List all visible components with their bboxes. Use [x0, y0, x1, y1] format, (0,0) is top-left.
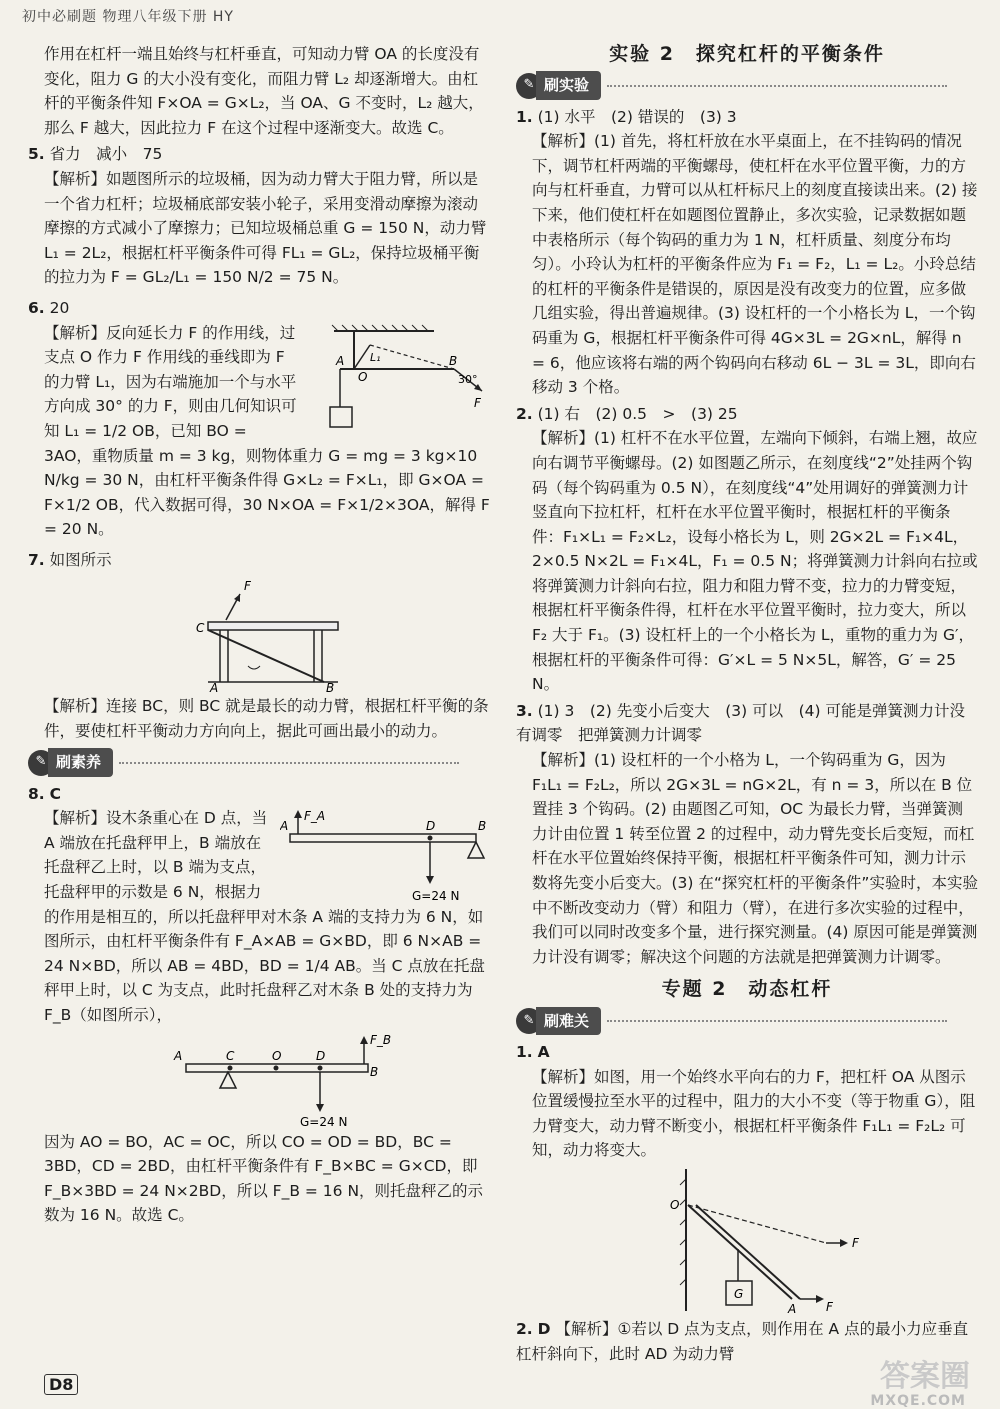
section-title-experiment: 实验 2 探究杠杆的平衡条件: [609, 43, 885, 65]
r-question-3: [516, 699, 978, 748]
page-number: D8: [44, 1374, 78, 1395]
q7-number: 7.: [28, 550, 45, 569]
r1-explanation: 【解析】(1) 首先，将杠杆放在水平桌面上，在不挂钩码的情况下，调节杠杆两端的平衡螺母，使杠杆在水平位置平衡，力的方向与杠杆垂直，力臂可以从杠杆标尺上的刻度直接读出来。(2) 接下来，他们使杠杆在如题图位置静止，多次实验，记录数据如题中表格所示（每个钩码的重力为 1 N，杠杆质量、刻度分布均匀）。小玲认为杠杆的平衡条件应为 F₁ = F₂，L₁ = L₂。小玲总结的杠杆的平衡条件是错误的，原因是没有改变力的位置，应多做几组实验，得出普遍规律。(3) 设杠杆的一个小格长为 L，一个钩码重为 G，根据杠杆平衡条件可得 4G×3L = 2G×nL，解得 n = 6，他应该将右端的两个钩码向右移动 6L − 3L = 3L，即向右移动 3 个格。: [532, 132, 978, 397]
q8-explanation-b: 因为 AO = BO，AC = OC，所以 CO = OD = BD，BC = 3BD，CD = 2BD，由杠杆平衡条件有 F_B×BC = G×CD，即 F_B×3BD = 24 N×2BD，所以 F_B = 16 N，则托盘秤乙的示数为 16 N。故选 C。: [44, 1132, 484, 1225]
f7-label-f: F: [244, 579, 251, 594]
fs1-label-a: A: [788, 1301, 797, 1315]
badge-divider: [607, 85, 947, 87]
section-badge-shiyan: [516, 73, 947, 99]
figure-q6: [304, 321, 490, 441]
f8a-label-g: G=24 N: [412, 889, 460, 904]
book-icon: ✎: [516, 1008, 542, 1034]
f8a-label-b: B: [478, 819, 487, 834]
question-5: [28, 142, 490, 167]
f8b-label-o: O: [272, 1048, 282, 1063]
s1-number: 1.: [516, 1042, 533, 1061]
f8a-label-d: D: [426, 819, 436, 834]
f8b-label-d: D: [316, 1048, 326, 1063]
f8b-label-a: A: [174, 1048, 183, 1063]
fs1-label-g: G: [734, 1286, 744, 1301]
f8b-label-b: B: [370, 1064, 379, 1079]
figure-q7: [28, 574, 468, 692]
badge-divider: [607, 1020, 947, 1022]
fs1-label-o: O: [670, 1197, 680, 1212]
r3-answer: (1) 3 (2) 先变小后变大 (3) 可以 (4) 可能是弹簧测力计没有调零 把弹簧测力计调零: [516, 701, 966, 745]
f7-label-a: A: [210, 681, 219, 693]
s2-number: 2.: [516, 1319, 533, 1338]
question-8: [28, 782, 490, 807]
r1-answer: (1) 水平 (2) 错误的 (3) 3: [537, 107, 737, 126]
f8b-label-g: G=24 N: [300, 1114, 348, 1128]
q6-answer: 20: [49, 298, 70, 317]
q5-explanation: 【解析】如题图所示的垃圾桶，因为动力臂大于阻力臂，所以是一个省力杠杆；垃圾桶底部安装小轮子，采用变滑动摩擦为滚动摩擦的方式减小了摩擦力；已知垃圾桶总重 G = 150 N，动力臂 L₁ = 2L₂，根据杠杆平衡条件可得 FL₁ = GL₂，保持垃圾桶平衡的拉力为 F = GL₂/L₁ = 150 N/2 = 75 N。: [44, 169, 487, 287]
s1-explanation: 【解析】如图，用一个始终水平向右的力 F，把杠杆 OA 从图示位置缓慢拉至水平的过程中，阻力的大小不变（等于物重 G），阻力臂变大，动力臂不断变小，根据杠杆平衡条件 F₁L₁ = F₂L₂ 可知，动力将变大。: [532, 1067, 976, 1160]
q6-number: 6.: [28, 298, 45, 317]
f6-label-b: B: [449, 353, 458, 368]
r2-explanation: 【解析】(1) 杠杆不在水平位置，左端向下倾斜，右端上翘，故应向右调节平衡螺母。(2) 如图题乙所示，在刻度线“2”处挂两个钩码（每个钩码重为 0.5 N），在刻度线“4”处用调好的弹簧测力计竖直向下拉杠杆，杠杆在水平位置平衡时，根据杠杆的平衡条件：F₁×L₁ = F₂×L₂，设每小格长为 L，则 2G×2L = F₁×4L，2×0.5 N×2L = F₁×4L，F₁ = 0.5 N；将弹簧测力计斜向右拉或将弹簧测力计斜向右拉，阻力和阻力臂不变，拉力的力臂变短，根据杠杆平衡条件得，杠杆在水平位置平衡时，拉力变大，所以 F₂ 大于 F₁。(3) 设杠杆上的一个小格长为 L，重物的重力为 G′，根据杠杆的平衡条件可得：G′×L = 5 N×5L，解答，G′ = 25 N。: [532, 429, 978, 694]
r3-explanation: 【解析】(1) 设杠杆的一个小格为 L，一个钩码重为 G，因为 F₁L₁ = F₂L₂，所以 2G×3L = nG×2L，有 n = 3，所以在 B 位置挂 3 个钩码。(2) 由题图乙可知，OC 为最长力臂，当弹簧测力计由位置 1 转至位置 2 的过程中，动力臂先变长后变短，而杠杆在水平位置始终保持平衡，根据杠杆平衡条件可知，测力计示数将先变小后变大。(3) 在“探究杠杆的平衡条件”实验时，本实验中不断改变动力（臂）和阻力（臂），在进行多次实验的过程中，我们可以同时改变多个量，进行探究测量。(4) 原因可能是弹簧测力计没有调零；解决这个问题的方法就是把弹簧测力计调零。: [532, 751, 978, 966]
r3-number: 3.: [516, 701, 533, 720]
badge-label: 刷素养: [48, 748, 113, 777]
book-icon: ✎: [516, 73, 542, 99]
badge-divider: [119, 762, 459, 764]
watermark-url: MXQE.COM: [870, 1393, 966, 1409]
question-7: [28, 548, 490, 573]
r-question-2: [516, 402, 978, 427]
f8b-label-fb: F_B: [370, 1032, 392, 1047]
f6-label-o: O: [358, 369, 368, 384]
question-6: [28, 296, 490, 321]
fs1-label-f2: F: [826, 1299, 833, 1314]
section-badge-nanguan: [516, 1008, 947, 1034]
left-column: [28, 42, 490, 1228]
r1-number: 1.: [516, 107, 533, 126]
watermark-logo: 答案圈: [880, 1359, 970, 1394]
f6-label-angle: 30°: [458, 372, 478, 386]
figure-s1: [516, 1165, 956, 1315]
intro-paragraph: 作用在杠杆一端且始终与杠杆垂直，可知动力臂 OA 的长度没有变化，阻力 G 的大小没有变化，而阻力臂 L₂ 却逐渐增大。由杠杆的平衡条件知 F×OA = G×L₂，当 OA、G 不变时，L₂ 越大，那么 F 越大，因此拉力 F 在这个过程中逐渐变大。故选 C。: [44, 45, 484, 137]
figure-q8a: [280, 806, 490, 904]
q8-number: 8.: [28, 784, 45, 803]
s2-answer: D: [537, 1319, 551, 1338]
book-icon: ✎: [28, 750, 54, 776]
section-title-dynamic: 专题 2 动态杠杆: [661, 978, 833, 1001]
r-question-1: [516, 105, 978, 130]
q6-explanation: 【解析】反向延长力 F 的作用线，过支点 O 作力 F 作用线的垂线即为 F 的力臂 L₁，因为右端施加一个与水平方向成 30° 的力 F，则由几何知识可知 L₁ = 1/2 OB，已知 BO = 3AO，重物质量 m = 3 kg，则物体重力 G = mg = 3 kg×10 N/kg = 30 N，由杠杆平衡条件得 G×L₂ = F×L₁，即 G×OA = F×1/2 OB，代入数据可得，30 N×OA = F×1/2×3OA，解得 F = 20 N。: [44, 323, 490, 539]
page-header: 初中必刷题 物理八年级下册 HY: [22, 9, 234, 25]
f7-label-b: B: [326, 681, 335, 693]
f8b-label-c: C: [226, 1048, 235, 1063]
figure-q8b: [28, 1030, 468, 1128]
q8-explanation-a: 【解析】设木条重心在 D 点，当 A 端放在托盘秤甲上，B 端放在托盘秤乙上时，以 B 端为支点，托盘秤甲的示数是 6 N，根据力的作用是相互的，所以托盘秤甲对木条 A 端的支持力为 6 N，如图所示，由杠杆平衡条件有 F_A×AB = G×BD，即 6 N×AB = 24 N×BD，所以 AB = 4BD，BD = 1/4 AB。当 C 点放在托盘秤甲上时，以 C 为支点，此时托盘秤乙对木条 B 处的支持力为 F_B（如图所示），: [44, 809, 485, 1024]
f8a-label-fa: F_A: [304, 809, 326, 824]
right-column: [516, 42, 978, 1366]
s2-explanation: 【解析】①若以 D 点为支点，则作用在 A 点的最小力应垂直杠杆斜向下，此时 AD 为动力臂: [516, 1319, 969, 1363]
fs1-label-f1: F: [852, 1235, 859, 1250]
s-question-1: [516, 1040, 978, 1065]
q8-answer: C: [49, 784, 62, 803]
r2-answer: (1) 右 (2) 0.5 > (3) 25: [537, 404, 738, 423]
f8a-label-a: A: [280, 819, 289, 834]
f6-label-l1: L₁: [370, 350, 381, 364]
section-badge-suyang: [28, 750, 459, 776]
q5-number: 5.: [28, 145, 45, 164]
f6-label-f: F: [474, 395, 481, 410]
q7-answer: 如图所示: [49, 550, 112, 569]
badge-label: 刷实验: [536, 71, 601, 100]
s1-answer: A: [537, 1042, 550, 1061]
badge-label: 刷难关: [536, 1007, 601, 1036]
q5-answer: 省力 减小 75: [49, 145, 163, 164]
f6-label-a: A: [336, 353, 345, 368]
q7-explanation: 【解析】连接 BC，则 BC 就是最长的动力臂，根据杠杆平衡的条件，要使杠杆平衡动力方向向上，据此可画出最小的动力。: [44, 697, 489, 741]
r2-number: 2.: [516, 404, 533, 423]
f7-label-c: C: [196, 621, 205, 636]
